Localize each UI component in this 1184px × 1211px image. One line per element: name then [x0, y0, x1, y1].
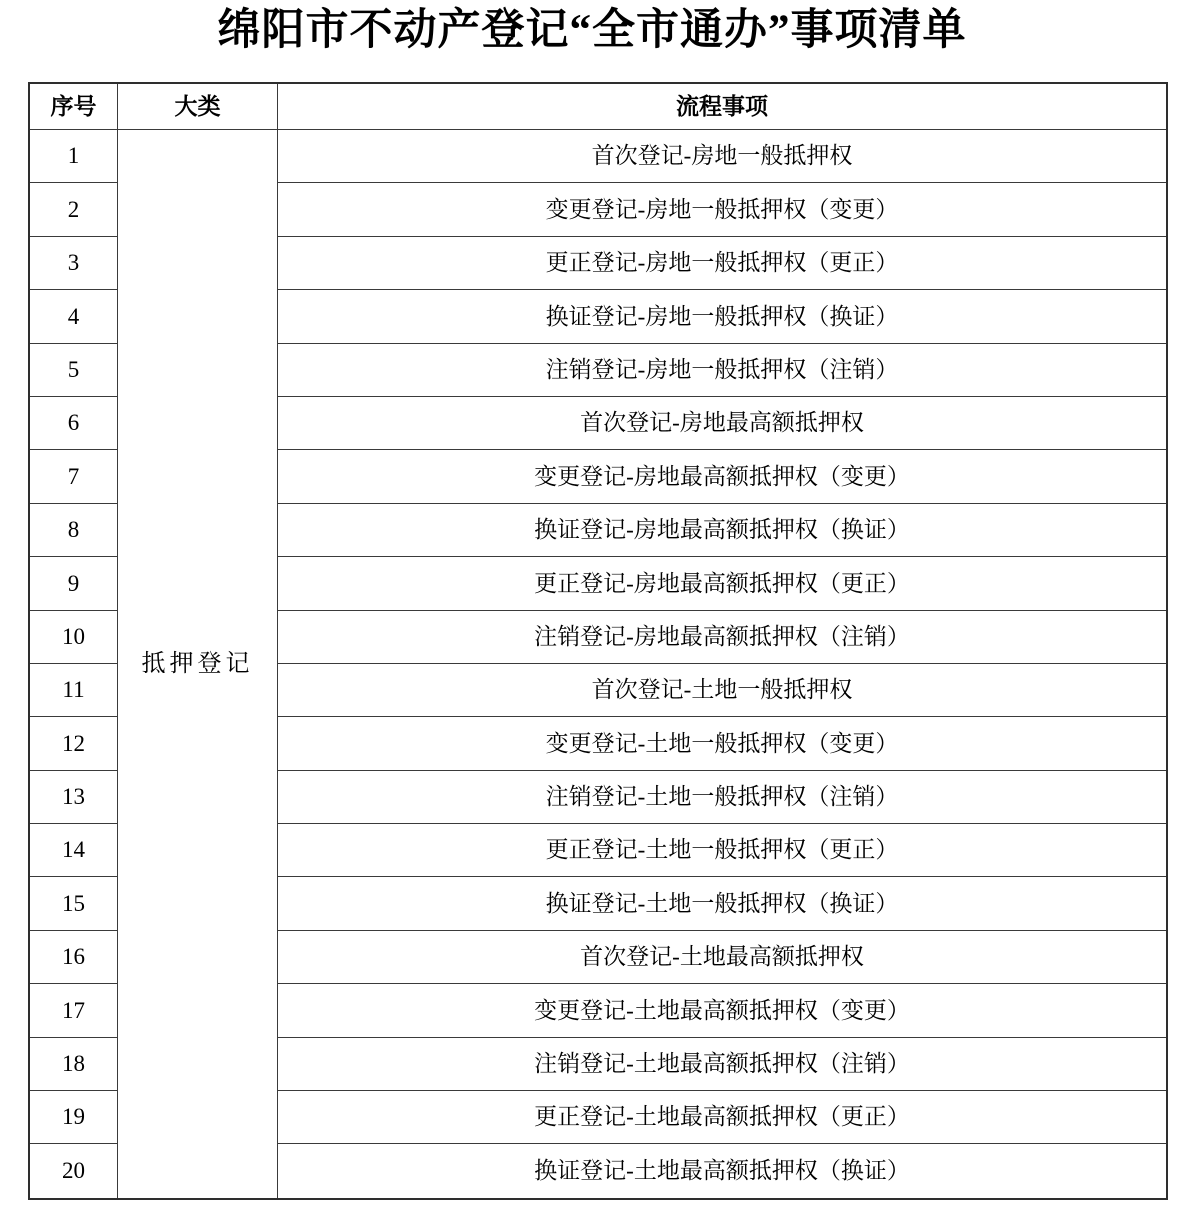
row-seq-cell: 8: [30, 504, 118, 557]
column-header-item: 流程事项: [278, 84, 1166, 130]
column-header-seq: 序号: [30, 84, 118, 130]
row-item-cell: 换证登记-土地一般抵押权（换证）: [278, 877, 1166, 930]
row-seq-cell: 13: [30, 771, 118, 824]
row-seq-cell: 3: [30, 237, 118, 290]
row-seq-cell: 1: [30, 130, 118, 183]
row-item-cell: 换证登记-房地一般抵押权（换证）: [278, 290, 1166, 343]
row-seq-cell: 14: [30, 824, 118, 877]
items-table: [28, 82, 1168, 1200]
row-seq-cell: 12: [30, 717, 118, 770]
row-item-cell: 变更登记-房地一般抵押权（变更）: [278, 183, 1166, 236]
row-item-cell: 注销登记-土地一般抵押权（注销）: [278, 771, 1166, 824]
row-item-cell: 变更登记-土地最高额抵押权（变更）: [278, 984, 1166, 1037]
row-item-cell: 换证登记-土地最高额抵押权（换证）: [278, 1144, 1166, 1197]
row-seq-cell: 6: [30, 397, 118, 450]
row-seq-cell: 10: [30, 611, 118, 664]
row-item-cell: 注销登记-土地最高额抵押权（注销）: [278, 1038, 1166, 1091]
row-item-cell: 首次登记-房地一般抵押权: [278, 130, 1166, 183]
row-item-cell: 首次登记-房地最高额抵押权: [278, 397, 1166, 450]
row-item-cell: 更正登记-房地最高额抵押权（更正）: [278, 557, 1166, 610]
row-item-cell: 首次登记-土地一般抵押权: [278, 664, 1166, 717]
row-item-cell: 首次登记-土地最高额抵押权: [278, 931, 1166, 984]
row-seq-cell: 11: [30, 664, 118, 717]
row-item-cell: 变更登记-房地最高额抵押权（变更）: [278, 450, 1166, 503]
row-item-cell: 更正登记-房地一般抵押权（更正）: [278, 237, 1166, 290]
row-item-cell: 注销登记-房地最高额抵押权（注销）: [278, 611, 1166, 664]
row-item-cell: 换证登记-房地最高额抵押权（换证）: [278, 504, 1166, 557]
row-item-cell: 变更登记-土地一般抵押权（变更）: [278, 717, 1166, 770]
category-merged-cell: 抵押登记: [118, 130, 278, 1198]
row-seq-cell: 5: [30, 344, 118, 397]
row-seq-cell: 20: [30, 1144, 118, 1197]
row-item-cell: 更正登记-土地一般抵押权（更正）: [278, 824, 1166, 877]
row-item-cell: 注销登记-房地一般抵押权（注销）: [278, 344, 1166, 397]
row-seq-cell: 2: [30, 183, 118, 236]
row-seq-cell: 18: [30, 1038, 118, 1091]
page-title: 绵阳市不动产登记“全市通办”事项清单: [217, 7, 967, 54]
row-seq-cell: 19: [30, 1091, 118, 1144]
row-item-cell: 更正登记-土地最高额抵押权（更正）: [278, 1091, 1166, 1144]
row-seq-cell: 15: [30, 877, 118, 930]
row-seq-cell: 17: [30, 984, 118, 1037]
row-seq-cell: 4: [30, 290, 118, 343]
row-seq-cell: 7: [30, 450, 118, 503]
column-header-category: 大类: [118, 84, 278, 130]
row-seq-cell: 16: [30, 931, 118, 984]
row-seq-cell: 9: [30, 557, 118, 610]
